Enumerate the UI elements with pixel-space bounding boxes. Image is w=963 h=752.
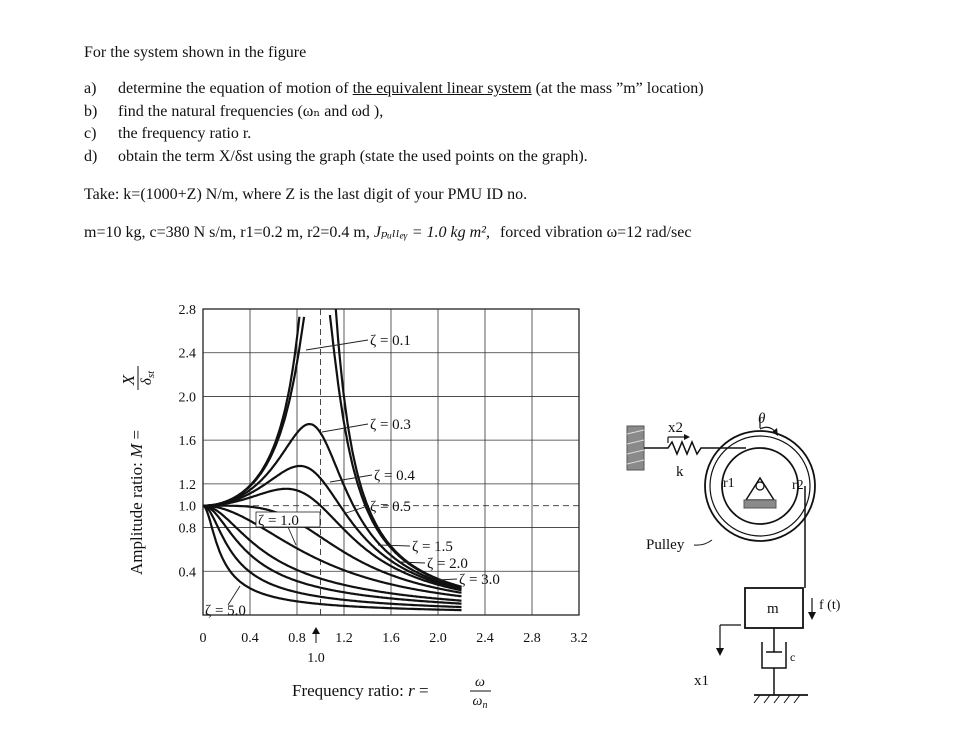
tick-arrowhead <box>312 627 320 634</box>
pulley-leader <box>694 540 712 545</box>
y-tick-label: 1.6 <box>178 434 196 450</box>
curve-zeta-5 <box>203 506 462 610</box>
response-curves <box>203 309 462 610</box>
task-label: c) <box>84 125 97 142</box>
x-tick-extra: 1.0 <box>307 651 325 666</box>
x-tick-labels <box>200 631 588 646</box>
y-tick-label: 2.0 <box>178 390 196 406</box>
y-tick-labels <box>179 303 197 580</box>
underlined-phrase: the equivalent linear system <box>352 80 532 97</box>
spring-k <box>644 442 746 454</box>
mechanical-system-figure <box>627 418 816 703</box>
annotation-zeta-0-3: ζ = 0.3 <box>370 417 411 433</box>
label-k: k <box>676 464 684 480</box>
pivot-pin <box>756 482 764 490</box>
x-axis-title <box>292 675 491 711</box>
y-tick-label: 1.2 <box>178 477 196 493</box>
y-tick-label: 2.4 <box>178 346 196 362</box>
amplitude-ratio-chart <box>119 303 588 711</box>
label-damper: c <box>790 650 796 664</box>
y-axis-label: Amplitude ratio: M = <box>127 429 146 575</box>
x-tick-label: 0.8 <box>288 631 306 646</box>
y-tick-label: 0.4 <box>178 565 196 581</box>
label-r1: r1 <box>723 476 735 491</box>
task-text: find the natural frequencies (ωₙ and ωd ), <box>118 102 384 120</box>
x-axis-label: Frequency ratio: r = <box>292 681 429 700</box>
label-r2: r2 <box>792 478 804 493</box>
y-axis-fraction-num: X <box>119 374 138 386</box>
task-text: determine the equation of motion of the equivalent linear system (at the mass ”m” location) <box>118 80 704 97</box>
x-tick-label: 2.8 <box>523 631 541 646</box>
ground-hatch <box>754 695 800 703</box>
label-theta: θ <box>758 411 766 427</box>
x-tick-label: 2.4 <box>476 631 494 646</box>
annotation-zeta-0-5: ζ = 0.5 <box>370 499 411 515</box>
label-force: f (t) <box>819 598 841 613</box>
annotation-zeta-5-0: ζ = 5.0 <box>205 603 246 619</box>
y-tick-label: 2.8 <box>178 303 196 318</box>
x-tick-label: 0.4 <box>241 631 259 646</box>
given-parameters: m=10 kg, c=380 N s/m, r1=0.2 m, r2=0.4 m, Jₚᵤₗₗₑᵧ = 1.0 kg m², forced vibration ω=12 rad/sec <box>84 224 692 241</box>
chart-grid <box>203 309 579 615</box>
x-axis-fraction-den: $\omega_n$ <box>472 694 488 711</box>
label-mass: m <box>767 601 779 617</box>
take-statement: Take: k=(1000+Z) N/m, where Z is the last digit of your PMU ID no. <box>84 186 528 203</box>
x-tick-label: 0 <box>199 631 207 646</box>
annotation-zeta-2-0: ζ = 2.0 <box>427 556 468 572</box>
x-tick-label: 1.2 <box>335 631 353 646</box>
x-axis-fraction-num: ω <box>475 675 485 690</box>
curve-annotations <box>205 333 500 619</box>
annotation-zeta-1-0: ζ = 1.0 <box>258 513 299 529</box>
annotation-zeta-0-4: ζ = 0.4 <box>374 468 415 484</box>
annotation-zeta-0-1: ζ = 0.1 <box>370 333 411 349</box>
task-label: d) <box>84 147 98 165</box>
task-label: a) <box>84 80 97 97</box>
x-tick-label: 2.0 <box>429 631 447 646</box>
y-tick-label: 0.8 <box>178 521 196 537</box>
pulley-inertia: Jₚᵤₗₗₑᵧ = 1.0 kg m², <box>373 224 490 241</box>
label-x1: x1 <box>694 673 709 689</box>
y-tick-label: 1.0 <box>178 499 196 515</box>
annotation-zeta-1-5: ζ = 1.5 <box>412 539 453 555</box>
pivot-ground <box>744 500 776 508</box>
annotation-zeta-3-0: ζ = 3.0 <box>459 572 500 588</box>
problem-intro: For the system shown in the figure <box>84 44 307 61</box>
curve-zeta-3 <box>203 506 462 607</box>
y-axis-title <box>119 366 157 575</box>
x-tick-label: 3.2 <box>570 631 588 646</box>
task-text: obtain the term X/δst using the graph (state the used points on the graph). <box>118 147 588 165</box>
x-tick-label: 1.6 <box>382 631 400 646</box>
label-x2: x2 <box>668 420 683 436</box>
y-axis-fraction-den: $\delta_{st}$ <box>139 370 157 386</box>
label-pulley: Pulley <box>646 537 685 553</box>
task-text: the frequency ratio r. <box>118 125 252 142</box>
task-label: b) <box>84 102 98 120</box>
